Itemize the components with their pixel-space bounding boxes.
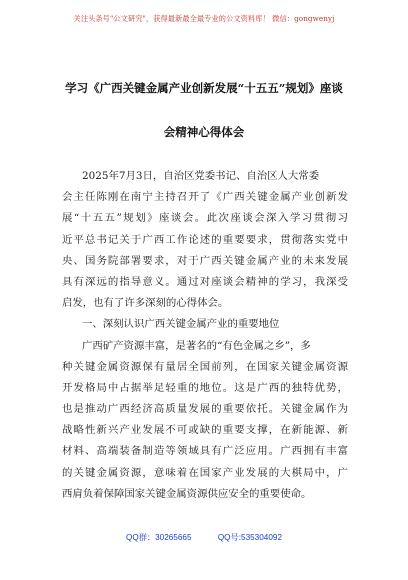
footer-qq-group: QQ群：30265665 bbox=[125, 533, 192, 542]
footer-qq-number: QQ号:535304092 bbox=[217, 533, 282, 542]
document-title-line-1: 学习《广西关键金属产业创新发展“十五五”规划》座谈 bbox=[65, 81, 343, 95]
body-line: 也是推动广西经济高质量发展的重要依托。关键金属作为 bbox=[62, 403, 348, 416]
body-line: 广西矿产资源丰富，是著名的“有色金属之乡”，多 bbox=[82, 339, 311, 352]
footer bbox=[0, 532, 408, 543]
header-note: 关注头条号"公文研究"，获得最新最全最专业的公文资料库！ 微信：gongwenyj bbox=[73, 14, 335, 23]
body-line: 开发格局中占据举足轻重的地位。这是广西的独特优势， bbox=[62, 381, 348, 394]
body-line: 会主任陈刚在南宁主持召开了《广西关键金属产业创新发 bbox=[62, 191, 348, 204]
document-title-line-2: 会精神心得体会 bbox=[163, 125, 245, 139]
body-line: 具有深远的指导意义。通过对座谈会精神的学习，我深受 bbox=[62, 275, 348, 288]
body-line: 近平总书记关于广西工作论述的重要要求，贯彻落实党中 bbox=[62, 233, 348, 246]
body-line: 2025年7月3日，自治区党委书记、自治区人大常委 bbox=[82, 170, 320, 182]
body-line: 西肩负着保障国家关键金属资源供应安全的重要使命。 bbox=[62, 487, 312, 500]
body-line: 央、国务院部署要求，对于广西关键金属产业的未来发展 bbox=[62, 254, 348, 267]
section-heading: 一、深刻认识广西关键金属产业的重要地位 bbox=[82, 318, 280, 331]
body-line: 展“十五五”规划》座谈会。此次座谈会深入学习贯彻习 bbox=[62, 212, 348, 225]
body-line: 战略性新兴产业发展不可或缺的重要支撑，在新能源、新 bbox=[62, 424, 348, 437]
body-line: 材料、高端装备制造等领域具有广泛应用。广西拥有丰富 bbox=[62, 445, 348, 458]
body-line: 种关键金属资源保有量居全国前列，在国家关键金属资源 bbox=[62, 360, 348, 373]
document-body bbox=[62, 166, 348, 505]
body-line: 启发，也有了许多深刻的心得体会。 bbox=[62, 297, 229, 310]
body-line: 的关键金属资源，意味着在国家产业发展的大棋局中，广 bbox=[62, 466, 348, 479]
